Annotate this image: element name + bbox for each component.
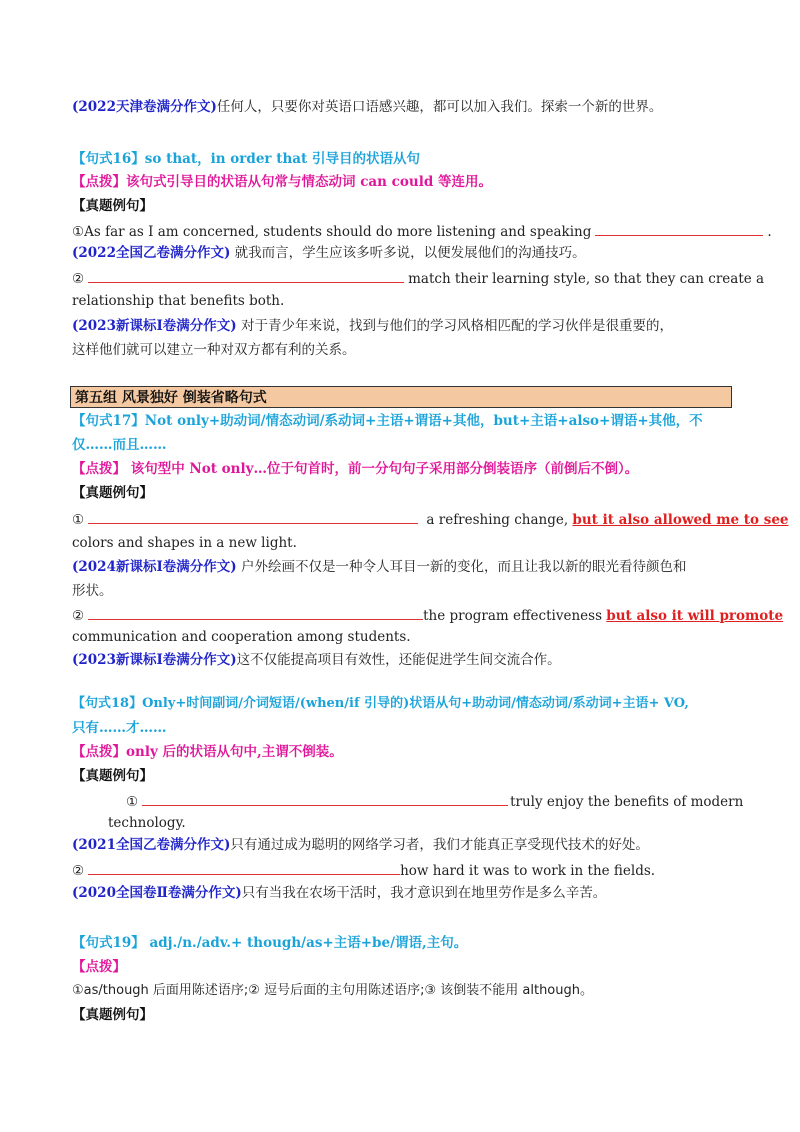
source-tag: (2024新课标I卷满分作文) (72, 559, 237, 575)
example-number: ① (126, 794, 139, 810)
pattern-16-examples-heading: 【真题例句】 (72, 198, 153, 214)
pattern-17-examples-heading: 【真题例句】 (72, 485, 153, 501)
pattern-18-example-1 (126, 790, 744, 812)
pattern-18-title-line-1: 【句式18】Only+时间副词/介词短语/(when/if 引导的)状语从句+助动词/情态动词/系动词+主语+ VO, (72, 696, 689, 711)
example-text: match their learning style, so that they can create a (408, 271, 765, 287)
source-tag: (2022全国乙卷满分作文) (72, 245, 231, 261)
pattern-17-example-2-translation (72, 650, 732, 670)
answer-blank[interactable] (88, 604, 423, 620)
source-tag: (2023新课标I卷满分作文) (72, 652, 237, 668)
pattern-17-title-line-2: 仅……而且…… (72, 437, 167, 453)
answer-blank[interactable] (142, 790, 508, 806)
answer-blank[interactable] (88, 267, 404, 283)
pattern-19-tip: 【点拨】 (72, 959, 126, 975)
pattern-17-example-2-cont: communication and cooperation among students. (72, 629, 411, 645)
pattern-16-title: 【句式16】so that，in order that 引导目的状语从句 (72, 151, 420, 167)
example-number: ② (72, 608, 85, 624)
pattern-18-title-line-2: 只有……才…… (72, 720, 167, 736)
pattern-17-example-1-translation-cont: 形状。 (72, 583, 113, 599)
pattern-18-examples-heading: 【真题例句】 (72, 768, 153, 784)
pattern-18-example-1-translation (72, 835, 732, 855)
group-5-header: 第五组 风景独好 倒装省略句式 (70, 386, 732, 408)
pattern-17-example-1-translation (72, 557, 732, 577)
pattern-16-example-2-translation-cont: 这样他们就可以建立一种对双方都有利的关系。 (72, 342, 356, 358)
example-number: ② (72, 863, 85, 879)
source-tag: (2023新课标I卷满分作文) (72, 318, 237, 334)
example-text: ①As far as I am concerned, students should do more listening and speaking (72, 224, 592, 240)
example-text: truly enjoy the benefits of modern (510, 794, 744, 810)
pattern-19-examples-heading: 【真题例句】 (72, 1007, 153, 1023)
chinese-translation: 这不仅能提高项目有效性，还能促进学生间交流合作。 (236, 652, 561, 668)
pattern-16-example-1 (72, 220, 772, 242)
source-tag: (2020全国卷Ⅱ卷满分作文) (72, 885, 242, 901)
chinese-translation: 就我而言，学生应该多听多说，以便发展他们的沟通技巧。 (230, 245, 586, 261)
pattern-17-example-2 (72, 604, 784, 626)
line-tianjin (72, 97, 732, 117)
pattern-19-note: ①as/though 后面用陈述语序;② 逗号后面的主句用陈述语序;③ 该倒装不能用 although。 (72, 983, 593, 998)
chinese-translation: 对于青少年来说，找到与他们的学习风格相匹配的学习伙伴是很重要的， (236, 318, 673, 334)
pattern-16-example-1-translation (72, 243, 732, 263)
highlighted-text: but it also allowed me to see (572, 512, 789, 528)
pattern-17-example-1-cont: colors and shapes in a new light. (72, 535, 297, 551)
pattern-17-title-line-1: 【句式17】Not only+助动词/情态动词/系动词+主语+谓语+其他，but+主语+also+谓语+其他，不 (72, 413, 703, 429)
chinese-translation: 户外绘画不仅是一种令人耳目一新的变化，而且让我以新的眼光看待颜色和 (236, 559, 687, 575)
pattern-17-example-1 (72, 508, 789, 530)
example-text: a refreshing change, (426, 512, 569, 528)
pattern-16-example-2 (72, 267, 765, 289)
chinese-translation: 任何人，只要你对英语口语感兴趣，都可以加入我们。探索一个新的世界。 (216, 99, 663, 115)
pattern-19-title: 【句式19】 adj./n./adv.+ though/as+主语+be/谓语,主句。 (72, 935, 468, 951)
source-tag: (2021全国乙卷满分作文) (72, 837, 231, 853)
example-text: how hard it was to work in the fields. (400, 863, 656, 879)
answer-blank[interactable] (595, 220, 763, 236)
answer-blank[interactable] (88, 859, 400, 875)
chinese-translation: 只有当我在农场干活时，我才意识到在地里劳作是多么辛苦。 (241, 885, 607, 901)
period: . (767, 224, 772, 240)
pattern-16-tip: 【点拨】该句式引导目的状语从句常与情态动词 can could 等连用。 (72, 174, 492, 190)
pattern-18-tip: 【点拨】only 后的状语从句中,主谓不倒装。 (72, 744, 343, 760)
example-text: the program effectiveness (423, 608, 602, 624)
source-tag: (2022天津卷满分作文) (72, 99, 217, 115)
pattern-18-example-2-translation (72, 883, 732, 903)
answer-blank[interactable] (88, 508, 418, 524)
pattern-18-example-1-cont: technology. (108, 815, 186, 831)
chinese-translation: 只有通过成为聪明的网络学习者，我们才能真正享受现代技术的好处。 (230, 837, 649, 853)
example-number: ② (72, 271, 85, 287)
highlighted-text: but also it will promote (606, 608, 784, 624)
pattern-16-example-2-translation (72, 316, 732, 336)
example-number: ① (72, 512, 85, 528)
pattern-16-example-2-cont: relationship that benefits both. (72, 293, 285, 309)
pattern-17-tip: 【点拨】 该句型中 Not only…位于句首时，前一分句句子采用部分倒装语序（前倒后不倒）。 (72, 461, 639, 477)
pattern-18-example-2 (72, 859, 732, 881)
